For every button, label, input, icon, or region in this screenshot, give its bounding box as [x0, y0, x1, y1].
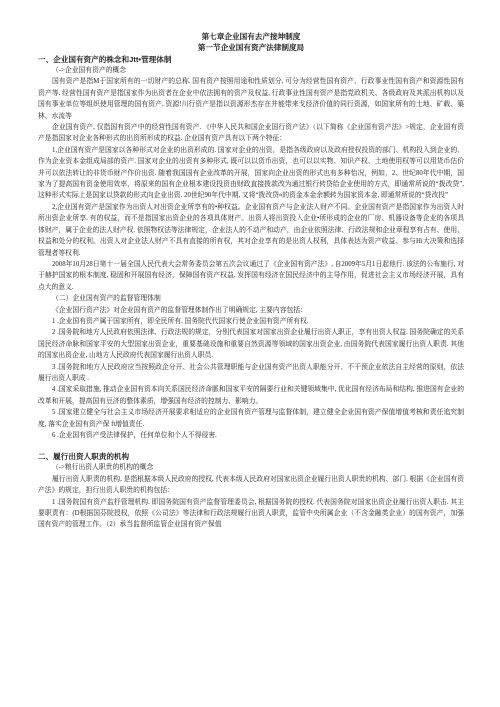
chapter-title: 第七章企业国有去产接坤制度	[201, 32, 301, 41]
paragraph: 1,企业国有资产是国家以各种形式对企业的出资形成的. 国家对企业的出资，是指各级政府以及政府授权投资的部门、机构投入到企业的、作为企业资本金组成局部的资产. 国家对企业的出资有多种形式, 既可以以货币出资，也可以以实物、知识产权、土地使用权等可以用货币估价并可以依法转让的非货币财产作价出资. 随着我国国有企业改革的开展，国家向企业出资的形式也有多种怡况，例如，2、世纪80年代中期，国家为了提高国有资金使用效率，将原来的国有企业根本建设投资由财政直接拨款改为通过银行转贷给企业使用的方式，即通常所说的“拨改贷”, 这种形式实际上是国家以贷款的形式向企业出资. 20世纪90年代中期, 又将“拨改贷»的资金本金余额转为国家资本金, 即通常所说的“贷改投”	[38, 146, 464, 200]
list-item: 1 .企业国有资产属于国家所有，即全民所有. 国务院代代国家行使企业国有资产所有权.	[52, 317, 309, 325]
paragraph: 2008年10月28日第十一届全国人民代表大会常务委员会第五次会议通过了《企业国有资产法》, 自2009年5月1日起他行. 该法的公布施行, 对于赫护国家的根本制度, 稳固和开展国有经济，保障国有资产权益, 发挥国有经济在国民经济中的主导作用，促进社会主义市场经济开展，具有点大的意义.	[38, 260, 464, 291]
list-item: 6 .企业国有资产受法律保护，任何单位和个人不得侵害.	[52, 432, 217, 439]
paragraph: 2,企业国有资产是国家作为出资人对出资企业所享有的•种权益。企业国有资产与企业法人财产不同。企业国有资产是指国家作为出资人时所出资企业所享. 有的权益，而不是指国家出资企业的各项具体财产。出资人将出资投入企业•所形成的企业的厂房、机器设备等企业的各项具体财产，属于企业的法人财产权. 依照物权法等法律规定，企业法人的不动产和动产，由企业依照法律、行政法规和企业章程享有占有、使用、权益和处分的权利。出资人对企业法人财产不具有直接的所有权，其对企业享有的是出资人权利，具体表达为资产收益、参与Hi大决策和选择管理者等权利.	[38, 203, 464, 257]
list-item: 2 .国务院和地方人民政府依照法律、行政法规的规定，分别代表国家对国家出资企业履行出资人职正，享有出资人权益. 国务院确定的关系国民经济命脉和国家平安的大型国家出资企业，重要基础设施和重要自然资源等领域的国家出资企业, 由国务院代表国家履行出资人职责. 其他的国家出资企业, 山地方人民政府代表国家履行出资人职员.	[38, 329, 464, 360]
list-item: 5 .国家建立健全与社会主义市场经济开展要求相适应的企业国有资产管理与监督体制，建立健全企业国有资产保值增值考核和责任追究制度, 落实企业国有资产保 ft增值责任.	[38, 409, 464, 428]
paragraph: 企业国有资产, 仅指国有资产中的经营性国有资产. 《中华人民共和国企业国行资产法》（以下简称《企业国有资产法》>规定，企业国有资产是指国家对企业各种形式的出资所形成的权益. 企业国有资产具有以下两个特征：	[38, 124, 464, 143]
paragraph: 国有资产是指M于国家所有的一切财产的总称. 国有资产按照用途和性质划分, 可分为经营性国有资产、行政事业性国有资产和资源性国有资产等. 经营性国有资产是指国家作为出资者在企业中依法拥有的资产及权益, 行政事业性国有资产是指党政机关、各级政府及其派出机构以及国有事业单位等组织使用管理的国有资产, 资源!川行资产是指以资源形杰存在并能带来戈经济价值的同行资源，如国家所有的土地、矿载、築林、水流等	[38, 78, 464, 120]
list-item: 3 .国务院和地方人民政府应当按照政企分开、社会公共管理职能与企业国有资产出资人职能分开、不干预企业依法自主经营的原则，依法履行出资人职成 .	[38, 363, 464, 382]
section-title: 第一节企业国有资产法律制度局	[197, 43, 305, 52]
paragraph: 《企业国行资产法》对企业国有资产的监督管理体制作出了明确规定, 主要内容包括：	[52, 306, 307, 314]
list-item: 1 .国务院国有资产监杼管理机构. 即国务院国有资产监督管理委员会, 根据国务院的授权. 代表国务院对国家出资企业履行出资人职击. 其主要职责有：(D根据国芬院授权，依照《公司法》等法律和行政法规履行出资人职责，监管中央所属企业（不含金融类企业）的国有资产，加强国有资产的管理工作。（2）承当监督所监管企业国有资产保值	[38, 498, 464, 529]
subheading-concept: （->企业国有资产的概念	[52, 67, 127, 74]
paragraph: 履行出资人职责的机构, 是指根据本级人民政府的授权, 代表本级人民政府对国家出资企业履行出资人职贵的机构、部门. 根据《企业国有资产法》的规定，担行出资人职贵的机构包括：	[38, 475, 464, 495]
subheading-supervision-system: （二）企业国有资产的监督管理体制	[52, 295, 161, 303]
subheading-agency-concept: （->粮行出资人职贵的机构的概念	[52, 464, 154, 472]
heading-investor-duty-agency: 二、履行出资人职责的机构	[38, 452, 130, 462]
heading-concept-and-system: 一、企业国有资产的株念和Jtt•管理体制	[38, 55, 172, 64]
list-item: 4 .国家采取措施, 推动企业国有资本向关系国民经济命脈和国家平安的隔要行业和关键领域集中, 优化国有经济布局和结构, 推进国有企业的改革和开展，提高国有豆济的整体素质，增强国有经济的控制力、影响力。	[38, 386, 464, 405]
